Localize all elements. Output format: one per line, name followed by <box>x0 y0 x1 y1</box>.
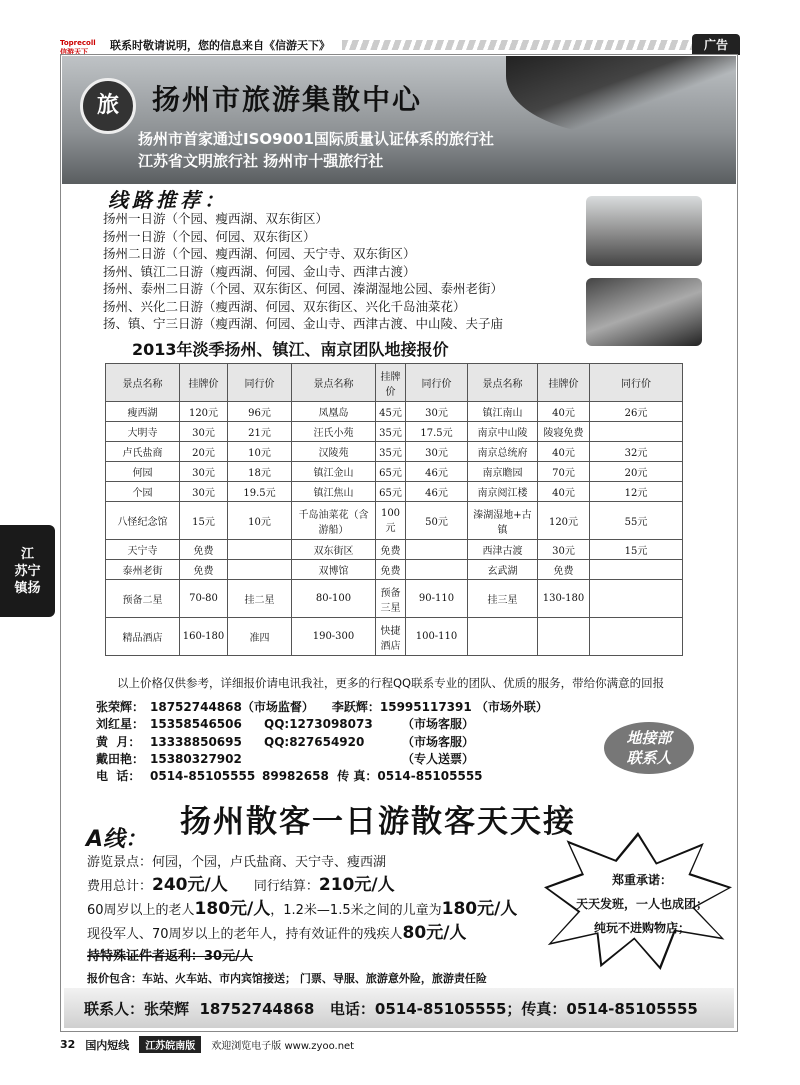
column-header: 同行价 <box>228 364 292 402</box>
special-rebate: 持特殊证件者返利：30元/人 <box>87 949 253 964</box>
contact-extra: 0514-85105555 <box>377 769 483 784</box>
side-tab-text: 江 <box>20 546 34 562</box>
table-cell <box>538 618 590 656</box>
table-cell: 30元 <box>180 422 228 442</box>
price-table <box>105 363 683 656</box>
column-header: 同行价 <box>406 364 468 402</box>
table-cell: 40元 <box>538 442 590 462</box>
table-row <box>106 560 683 580</box>
promise-line: 纯玩不进购物店； <box>593 921 690 935</box>
contact-name: 电 话： <box>96 769 141 784</box>
table-cell: 免费 <box>180 560 228 580</box>
table-cell: 55元 <box>590 502 683 540</box>
column-header: 景点名称 <box>468 364 538 402</box>
tour-cost-row <box>87 874 517 898</box>
table-cell: 预备三星 <box>376 580 406 618</box>
decorative-stripes <box>342 40 728 50</box>
child-price: 180元/人 <box>441 899 518 919</box>
table-row <box>106 502 683 540</box>
page-footer <box>60 1036 354 1053</box>
bubble-line: 地接部 <box>626 729 672 747</box>
footer-contact-bar: 联系人：张荣辉 18752744868 电话：0514-85105555；传真：0514-85105555 <box>64 988 734 1028</box>
table-cell <box>590 422 683 442</box>
table-cell: 90-110 <box>406 580 468 618</box>
contact-extra: （市场客服） <box>402 734 475 749</box>
table-cell: 20元 <box>590 462 683 482</box>
contact-phone: 13338850695 <box>150 734 242 749</box>
table-cell: 免费 <box>538 560 590 580</box>
table-cell: 70-80 <box>180 580 228 618</box>
column-header: 景点名称 <box>292 364 376 402</box>
table-cell: 40元 <box>538 482 590 502</box>
route-item: 扬州、兴化二日游（瘦西湖、何园、双东街区、兴化千岛油菜花） <box>103 298 466 314</box>
table-row <box>106 580 683 618</box>
table-cell: 个园 <box>106 482 180 502</box>
table-cell: 汉陵苑 <box>292 442 376 462</box>
contact-row <box>96 716 548 733</box>
table-cell: 190-300 <box>292 618 376 656</box>
contact-phone: 15380327902 <box>150 751 242 766</box>
table-cell: 挂三星 <box>468 580 538 618</box>
table-cell: 21元 <box>228 422 292 442</box>
table-row <box>106 462 683 482</box>
table-cell: 大明寺 <box>106 422 180 442</box>
website-link[interactable]: 欢迎浏览电子版 www.zyoo.net <box>211 1041 355 1052</box>
agency-honors: 江苏省文明旅行社 扬州市十强旅行社 <box>138 152 384 170</box>
contact-row <box>96 699 548 716</box>
price-note: 以上价格仅供参考，详细报价请电讯我社，更多的行程QQ联系专业的团队、优质的服务，带给你满意的回报 <box>117 676 665 690</box>
table-cell <box>228 560 292 580</box>
table-cell: 12元 <box>590 482 683 502</box>
table-cell <box>468 618 538 656</box>
table-cell: 南京瞻园 <box>468 462 538 482</box>
table-cell: 20元 <box>180 442 228 462</box>
table-cell: 100-110 <box>406 618 468 656</box>
tour-details <box>87 852 517 990</box>
table-cell: 玄武湖 <box>468 560 538 580</box>
top-bar <box>60 36 740 54</box>
table-cell: 卢氏盐商 <box>106 442 180 462</box>
military-price: 80元/人 <box>402 923 467 943</box>
table-cell: 65元 <box>376 482 406 502</box>
table-cell: 19.5元 <box>228 482 292 502</box>
table-row <box>106 540 683 560</box>
table-cell: 凤凰岛 <box>292 402 376 422</box>
cost-label: 费用总计： <box>87 879 153 894</box>
military-text: 现役军人、70周岁以上的老年人，持有效证件的残疾人 <box>87 927 403 942</box>
table-cell <box>590 560 683 580</box>
table-cell: 15元 <box>180 502 228 540</box>
agency-logo-seal: 旅 <box>80 78 136 134</box>
table-cell: 双东街区 <box>292 540 376 560</box>
column-header: 挂牌价 <box>538 364 590 402</box>
route-item: 扬州一日游（个园、何园、双东街区） <box>103 228 316 244</box>
table-cell: 精品酒店 <box>106 618 180 656</box>
contact-name: 戴田艳： <box>96 751 145 766</box>
side-tab-text: 镇扬 <box>14 580 41 596</box>
lake-photo <box>586 196 702 266</box>
publisher-logo: Toprecoll 信游天下 <box>60 39 96 56</box>
table-cell: 镇江金山 <box>292 462 376 482</box>
route-item: 扬州、泰州二日游（个园、双东街区、何园、溱湖湿地公园、泰州老街） <box>103 281 504 296</box>
table-cell: 南京总统府 <box>468 442 538 462</box>
table-cell: 40元 <box>538 402 590 422</box>
table-row <box>106 482 683 502</box>
table-cell: 免费 <box>180 540 228 560</box>
column-header: 景点名称 <box>106 364 180 402</box>
route-item: 扬、镇、宁三日游（瘦西湖、何园、金山寺、西津古渡、中山陵、夫子庙 <box>103 316 504 331</box>
contact-row <box>96 734 548 751</box>
contact-qq: QQ:827654920 <box>264 734 365 749</box>
table-cell: 南京中山陵 <box>468 422 538 442</box>
table-cell <box>228 540 292 560</box>
contact-phone: 0514-85105555 <box>150 769 256 784</box>
tour-line-name: A线： <box>86 827 148 852</box>
section-name: 国内短线 <box>85 1038 130 1052</box>
edition-label: 江苏皖南版 <box>139 1036 201 1053</box>
price-table-title: 2013年淡季扬州、镇江、南京团队地接报价 <box>132 340 449 359</box>
tour-military-row <box>87 922 517 946</box>
table-row <box>106 402 683 422</box>
source-notice: 联系时敬请说明，您的信息来自《信游天下》 <box>110 39 330 52</box>
column-header: 同行价 <box>590 364 683 402</box>
peer-label: 同行结算： <box>253 879 319 894</box>
table-cell: 天宁寺 <box>106 540 180 560</box>
contact-name: 张荣辉： <box>96 700 145 714</box>
contact-role <box>264 751 402 768</box>
table-cell: 10元 <box>228 502 292 540</box>
contacts-list <box>96 699 548 785</box>
table-cell: 96元 <box>228 402 292 422</box>
table-cell: 46元 <box>406 462 468 482</box>
table-cell: 快捷酒店 <box>376 618 406 656</box>
column-header: 挂牌价 <box>180 364 228 402</box>
table-cell: 100元 <box>376 502 406 540</box>
table-cell <box>590 618 683 656</box>
table-cell: 17.5元 <box>406 422 468 442</box>
table-cell: 10元 <box>228 442 292 462</box>
contact-row <box>96 768 548 785</box>
table-row <box>106 442 683 462</box>
table-cell: 瘦西湖 <box>106 402 180 422</box>
table-cell: 免费 <box>376 540 406 560</box>
agency-name: 扬州市旅游集散中心 <box>152 83 423 116</box>
table-cell: 千岛油菜花（含游船） <box>292 502 376 540</box>
contact-qq: QQ:1273098073 <box>264 717 373 732</box>
table-cell: 160-180 <box>180 618 228 656</box>
table-cell <box>406 560 468 580</box>
promise-box <box>562 868 722 940</box>
elder-text: 60周岁以上的老人 <box>87 903 195 918</box>
table-cell: 30元 <box>180 482 228 502</box>
table-row <box>106 422 683 442</box>
contact-name: 刘红星： <box>96 717 145 732</box>
agency-certification: 扬州市首家通过ISO9001国际质量认证体系的旅行社 <box>138 130 494 148</box>
elder-price: 180元/人 <box>194 899 271 919</box>
contact-role: 89982658 传 真： <box>262 769 378 784</box>
table-cell: 120元 <box>538 502 590 540</box>
route-item: 扬州一日游（个园、瘦西湖、双东街区） <box>103 211 329 226</box>
table-cell: 何园 <box>106 462 180 482</box>
table-cell: 双博馆 <box>292 560 376 580</box>
ad-label: 广告 <box>692 34 740 55</box>
tour-elder-row <box>87 898 517 922</box>
table-cell: 130-180 <box>538 580 590 618</box>
table-cell: 陵寝免费 <box>538 422 590 442</box>
table-cell: 120元 <box>180 402 228 422</box>
table-cell: 50元 <box>406 502 468 540</box>
table-cell <box>406 540 468 560</box>
bubble-line: 联系人 <box>626 749 672 767</box>
tour-sights: 游览景点：何园，个园，卢氏盐商、天宁寺、瘦西湖 <box>87 855 387 870</box>
table-cell: 65元 <box>376 462 406 482</box>
table-cell: 80-100 <box>292 580 376 618</box>
table-cell: 免费 <box>376 560 406 580</box>
table-cell: 30元 <box>538 540 590 560</box>
child-text: ，1.2米—1.5米之间的儿童为 <box>270 903 442 918</box>
table-cell: 35元 <box>376 442 406 462</box>
side-tab-text: 苏宁 <box>14 563 41 579</box>
table-cell: 准四 <box>228 618 292 656</box>
table-cell: 46元 <box>406 482 468 502</box>
tour-headline: 扬州散客一日游散客天天接 <box>180 804 576 840</box>
column-header: 挂牌价 <box>376 364 406 402</box>
table-cell: 30元 <box>406 442 468 462</box>
table-cell: 18元 <box>228 462 292 482</box>
agency-banner <box>62 56 736 184</box>
price-table-body <box>106 402 683 656</box>
promise-title: 郑重承诺： <box>611 873 672 887</box>
table-cell: 30元 <box>180 462 228 482</box>
region-side-tab <box>0 525 55 617</box>
contact-extra: 李跃辉：15995117391 （市场外联） <box>331 700 548 714</box>
peer-value: 210元/人 <box>318 875 395 895</box>
table-cell: 30元 <box>406 402 468 422</box>
contact-row <box>96 751 548 768</box>
contact-phone: 18752744868 <box>150 700 242 714</box>
mountain-photo <box>586 278 702 346</box>
table-cell: 泰州老街 <box>106 560 180 580</box>
contact-role: （市场监督） <box>241 700 314 714</box>
contact-phone: 15358546506 <box>150 717 242 732</box>
cost-value: 240元/人 <box>152 875 228 895</box>
table-cell: 预备二星 <box>106 580 180 618</box>
table-cell: 15元 <box>590 540 683 560</box>
table-cell: 镇江焦山 <box>292 482 376 502</box>
table-cell <box>590 580 683 618</box>
pavilion-eave-graphic <box>506 56 736 136</box>
contact-name: 黄 月： <box>96 734 141 749</box>
table-cell: 26元 <box>590 402 683 422</box>
contact-extra: （市场客服） <box>402 717 475 732</box>
table-cell: 镇江南山 <box>468 402 538 422</box>
table-cell: 32元 <box>590 442 683 462</box>
contact-extra: （专人送票） <box>402 751 475 766</box>
table-cell: 挂二星 <box>228 580 292 618</box>
table-row <box>106 618 683 656</box>
promise-line: 天天发班，一人也成团； <box>575 897 708 911</box>
routes-title: 线路推荐： <box>108 188 228 212</box>
routes-list <box>103 210 503 333</box>
price-includes: 报价包含：车站、火车站、市内宾馆接送； 门票、导服、旅游意外险，旅游责任险 <box>87 972 487 985</box>
table-cell: 南京阅江楼 <box>468 482 538 502</box>
route-item: 扬州、镇江二日游（瘦西湖、何园、金山寺、西津古渡） <box>103 263 416 279</box>
table-cell: 八怪纪念馆 <box>106 502 180 540</box>
table-cell: 西津古渡 <box>468 540 538 560</box>
table-cell: 溱湖湿地+古镇 <box>468 502 538 540</box>
table-cell: 45元 <box>376 402 406 422</box>
table-cell: 汪氏小苑 <box>292 422 376 442</box>
page-number: 32 <box>60 1038 76 1051</box>
dept-bubble <box>604 722 694 774</box>
route-item: 扬州二日游（个园、瘦西湖、何园、天宁寺、双东街区） <box>103 246 416 261</box>
table-cell: 35元 <box>376 422 406 442</box>
table-cell: 70元 <box>538 462 590 482</box>
table-header-row <box>106 364 683 402</box>
